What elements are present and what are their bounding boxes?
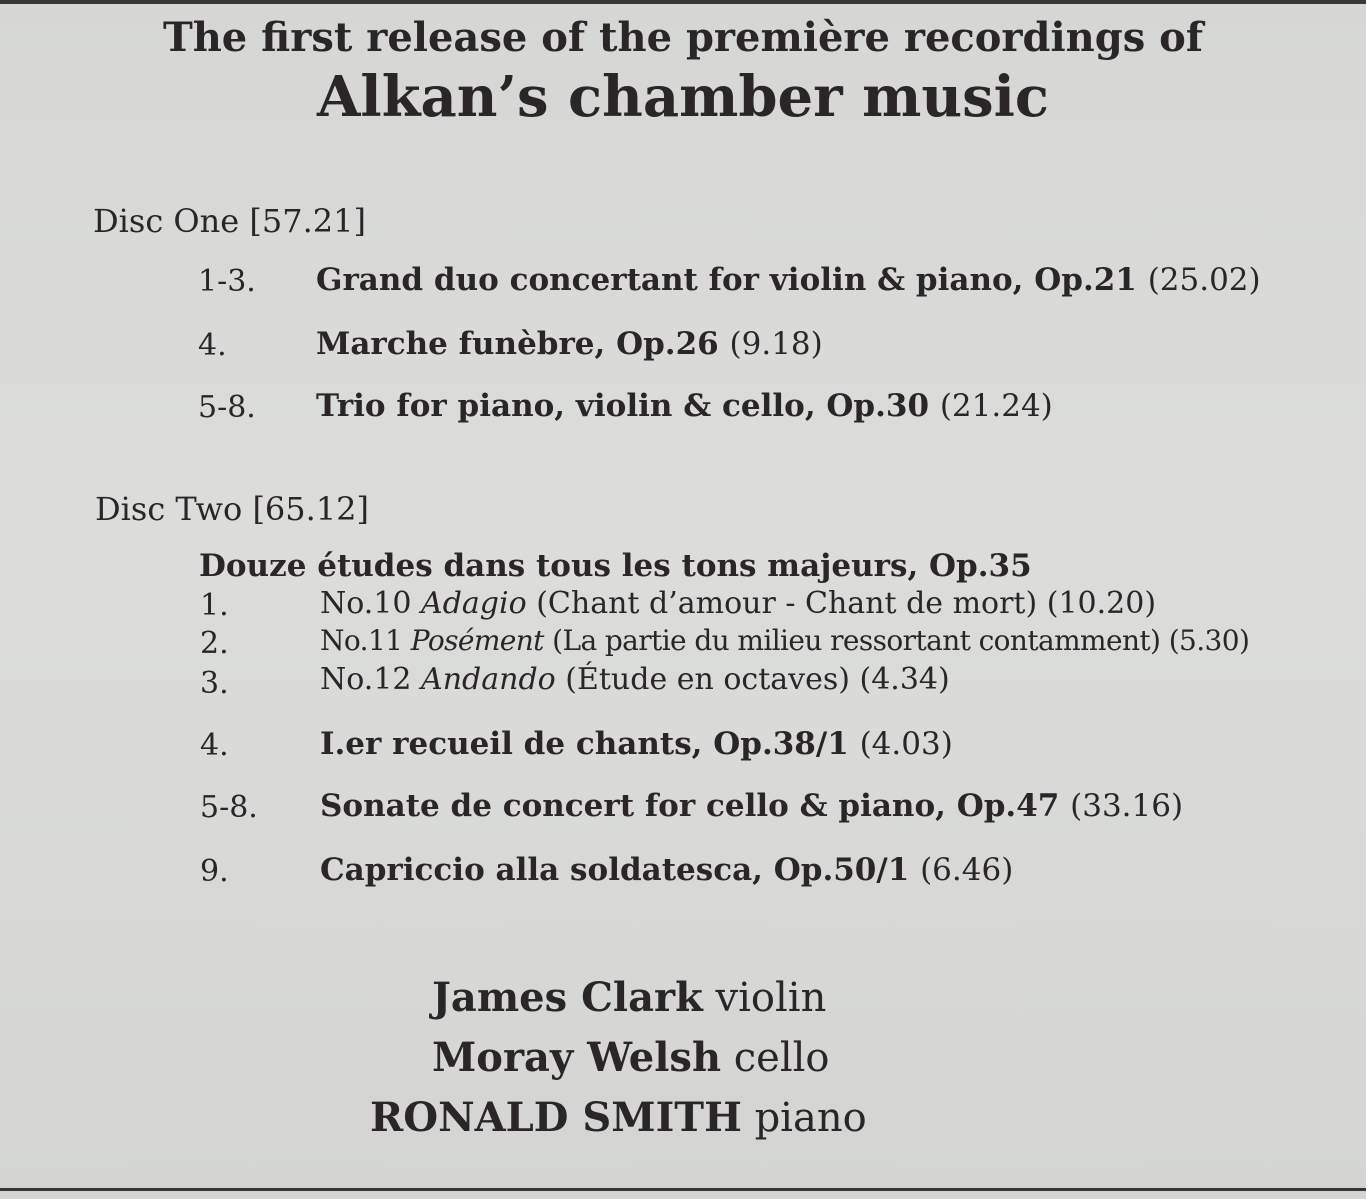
track-duration: (4.03) (859, 726, 953, 762)
track-title-text: Grand duo concertant for violin & piano, Op.21 (316, 262, 1137, 298)
track-title (320, 852, 1013, 888)
track-number: 9. (200, 854, 229, 889)
performer-name: James Clark (432, 974, 703, 1021)
etude-no: No.10 (320, 586, 412, 621)
etude-tempo: Adagio (421, 586, 527, 621)
etude-description: (Chant d’amour - Chant de mort) (536, 586, 1038, 621)
etude-description: (Étude en octaves) (565, 662, 850, 697)
track-duration: (33.16) (1070, 788, 1184, 824)
track-duration: (9.18) (729, 326, 823, 362)
header-title: Alkan’s chamber music (316, 64, 1050, 130)
etude-no: No.11 (320, 624, 403, 657)
track-title-text: Capriccio alla soldatesca, Op.50/1 (320, 852, 910, 888)
performer-instrument: piano (754, 1095, 867, 1141)
track-number: 1-3. (198, 264, 256, 299)
track-duration: (6.46) (920, 852, 1014, 888)
track-number: 1. (200, 588, 229, 623)
track-number: 5-8. (200, 790, 258, 825)
track-number: 5-8. (198, 390, 256, 425)
performer-name: RONALD SMITH (370, 1094, 742, 1141)
track-title (316, 388, 1053, 424)
track-title-text: Trio for piano, violin & cello, Op.30 (316, 388, 930, 424)
top-rule (0, 0, 1366, 4)
disc-one-heading: Disc One [57.21] (93, 202, 366, 240)
track-title-text: Sonate de concert for cello & piano, Op.47 (320, 788, 1060, 824)
performer-instrument: cello (733, 1035, 830, 1081)
track-title (320, 788, 1183, 824)
performer-name: Moray Welsh (432, 1034, 722, 1081)
etudes-group-title: Douze études dans tous les tons majeurs, Op.35 (199, 548, 1032, 584)
etude-line (320, 662, 950, 697)
track-duration: (10.20) (1046, 586, 1157, 621)
track-number: 3. (200, 666, 229, 701)
track-title-text: I.er recueil de chants, Op.38/1 (320, 726, 849, 762)
performer-line (432, 974, 826, 1021)
etude-description: (La partie du milieu ressortant contamment) (552, 624, 1161, 657)
performer-line (432, 1034, 830, 1081)
track-number: 4. (198, 328, 227, 363)
performer-line (370, 1094, 867, 1141)
track-duration: (5.30) (1168, 624, 1250, 657)
etude-line (320, 624, 1249, 657)
track-title-text: Marche funèbre, Op.26 (316, 326, 719, 362)
etude-tempo: Posément (410, 624, 544, 657)
track-duration: (21.24) (939, 388, 1053, 424)
track-number: 2. (200, 626, 229, 661)
track-number: 4. (200, 728, 229, 763)
track-duration: (4.34) (859, 662, 950, 697)
performer-instrument: violin (715, 975, 827, 1021)
track-title (316, 326, 823, 362)
track-title (316, 262, 1261, 298)
etude-no: No.12 (320, 662, 412, 697)
bottom-rule (0, 1188, 1366, 1191)
etude-tempo: Andando (421, 662, 556, 697)
disc-two-heading: Disc Two [65.12] (95, 490, 370, 528)
header-line-1: The first release of the première recordings of (162, 14, 1204, 61)
track-title (320, 726, 953, 762)
etude-line (320, 586, 1156, 621)
track-duration: (25.02) (1147, 262, 1261, 298)
